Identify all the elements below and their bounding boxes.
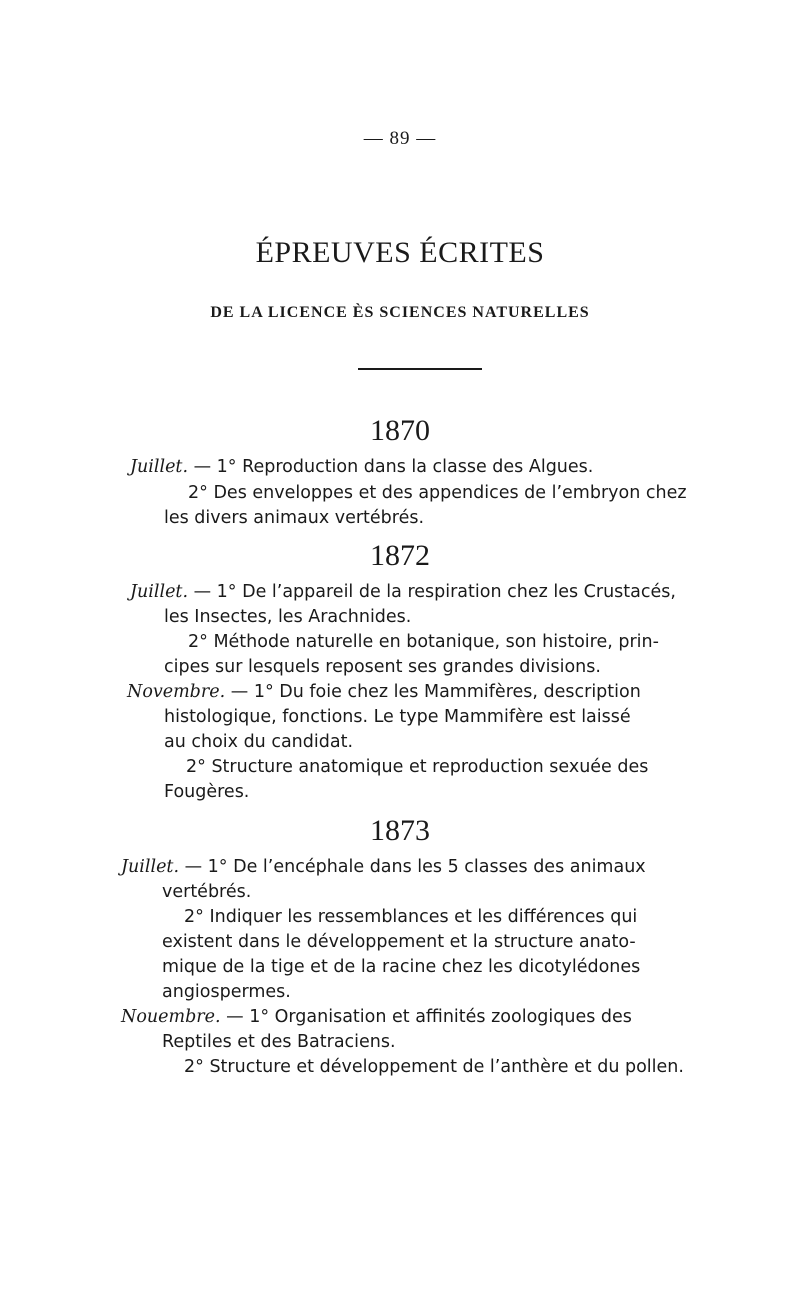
entry-text: — 1° Du foie chez les Mammifères, description [225,682,641,702]
entry-line: histologique, fonctions. Le type Mammifère est laissé [164,707,631,727]
entry-text: — 1° Reproduction dans la classe des Algues. [188,457,594,477]
month-label: Juillet. [130,582,189,602]
entry-line: 2° Des enveloppes et des appendices de l’embryon chez [188,483,687,503]
entry-line: existent dans le développement et la structure anato- [162,932,636,952]
entry-line: Reptiles et des Batraciens. [162,1032,396,1052]
entry-text: — 1° De l’encéphale dans les 5 classes des animaux [179,857,646,877]
entry-line: au choix du candidat. [164,732,354,752]
entry-line: vertébrés. [162,882,252,902]
entry-text: — 1° Organisation et affinités zoologiques des [220,1007,632,1027]
entry-text: — 1° De l’appareil de la respiration chez les Crustacés, [188,582,676,602]
page-title: ÉPREUVES ÉCRITES [255,236,545,269]
year-heading: 1870 [370,414,430,447]
month-label: Nouembre. [121,1007,221,1027]
page-subtitle: DE LA LICENCE ÈS SCIENCES NATURELLES [210,304,590,321]
title-divider [358,368,482,370]
year-heading: 1873 [370,814,430,847]
entry-line: 2° Structure anatomique et reproduction sexuée des [186,757,649,777]
month-label: Juillet. [130,457,189,477]
entry-line: les Insectes, les Arachnides. [164,607,412,627]
entry-line: angiospermes. [162,982,291,1002]
entry-line: 2° Indiquer les ressemblances et les différences qui [184,907,638,927]
entry-line: 2° Méthode naturelle en botanique, son histoire, prin- [188,632,659,652]
entry-line [130,455,593,479]
entry-line [130,580,676,604]
entry-line [121,1005,632,1029]
entry-line: 2° Structure et développement de l’anthère et du pollen. [184,1057,684,1077]
entry-line: Fougères. [164,782,250,802]
entry-line: cipes sur lesquels reposent ses grandes divisions. [164,657,601,677]
page-number: — 89 — [363,128,437,149]
month-label: Novembre. [127,682,226,702]
entry-line [121,855,646,879]
entry-line [127,680,641,704]
year-heading: 1872 [370,539,430,572]
entry-line: mique de la tige et de la racine chez les dicotylédones [162,957,641,977]
month-label: Juillet. [121,857,180,877]
entry-line: les divers animaux vertébrés. [164,508,425,528]
